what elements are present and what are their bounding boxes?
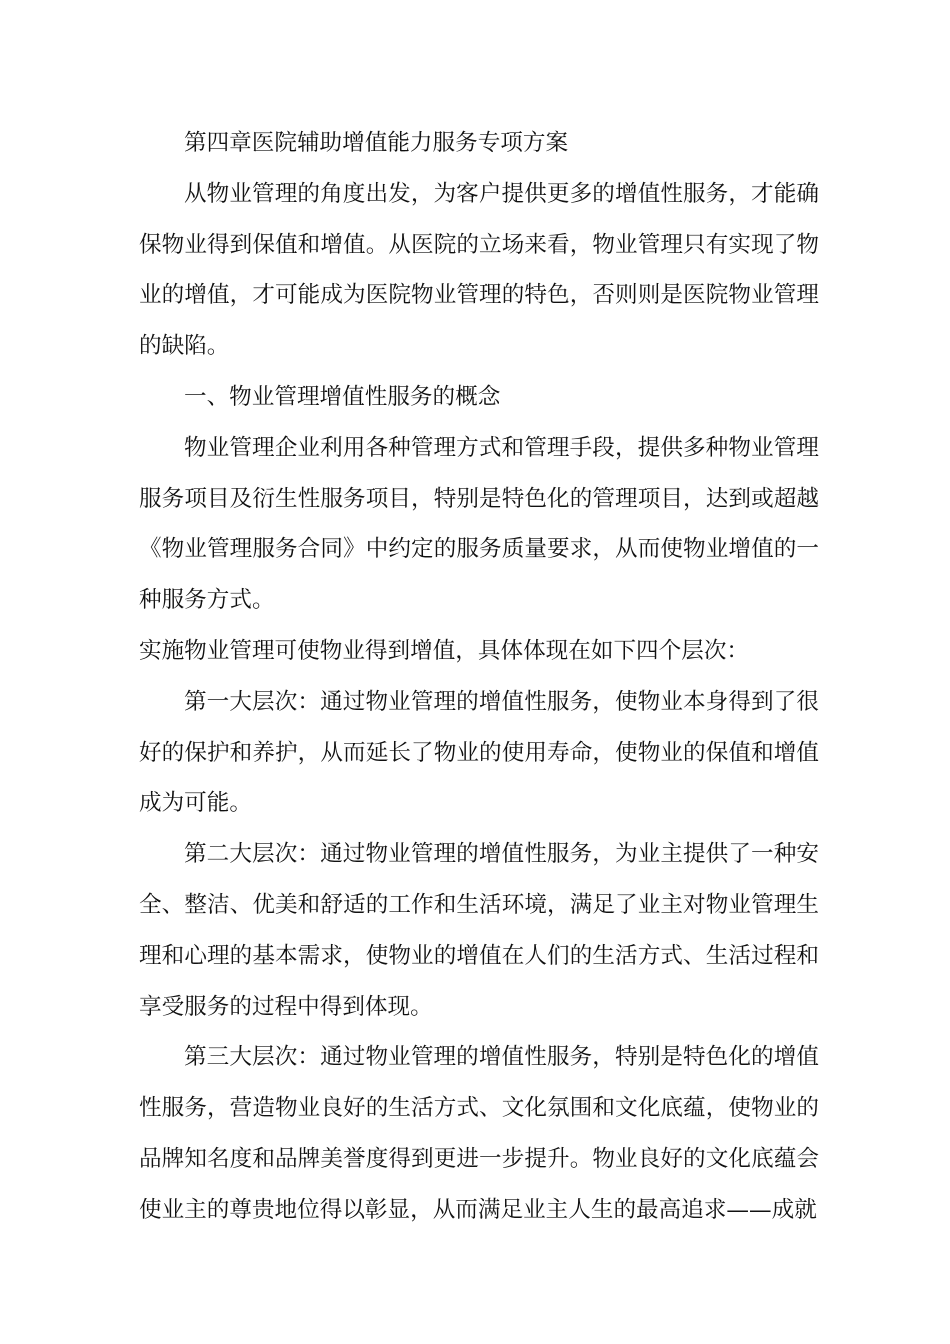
level-3-paragraph: 第三大层次：通过物业管理的增值性服务，特别是特色化的增值性服务，营造物业良好的生活方式、文化氛围和文化底蕴，使物业的品牌知名度和品牌美誉度得到更进一步提升。物业良好的文化底蕴会使业主的尊贵地位得以彰显，从而满足业主人生的最高追求——成就 — [139, 1044, 819, 1223]
chapter-title: 第四章医院辅助增值能力服务专项方案 — [184, 130, 569, 156]
section-heading: 一、物业管理增值性服务的概念 — [184, 383, 501, 410]
levels-intro-paragraph: 实施物业管理可使物业得到增值，具体体现在如下四个层次： — [139, 637, 750, 664]
intro-paragraph: 从物业管理的角度出发，为客户提供更多的增值性服务，才能确保物业得到保值和增值。从医院的立场来看，物业管理只有实现了物业的增值，才可能成为医院物业管理的特色，否则则是医院物业管理的缺陷。 — [139, 180, 819, 360]
document-body — [139, 118, 819, 1236]
level-1-paragraph: 第一大层次：通过物业管理的增值性服务，使物业本身得到了很好的保护和养护，从而延长了物业的使用寿命，使物业的保值和增值成为可能。 — [139, 688, 819, 817]
level-2-paragraph: 第二大层次：通过物业管理的增值性服务，为业主提供了一种安全、整洁、优美和舒适的工作和生活环境，满足了业主对物业管理生理和心理的基本需求，使物业的增值在人们的生活方式、生活过程和享受服务的过程中得到体现。 — [139, 841, 819, 1020]
definition-paragraph: 物业管理企业利用各种管理方式和管理手段，提供多种物业管理服务项目及衍生性服务项目，特别是特色化的管理项目，达到或超越《物业管理服务合同》中约定的服务质量要求，从而使物业增值的一种服务方式。 — [139, 434, 819, 614]
